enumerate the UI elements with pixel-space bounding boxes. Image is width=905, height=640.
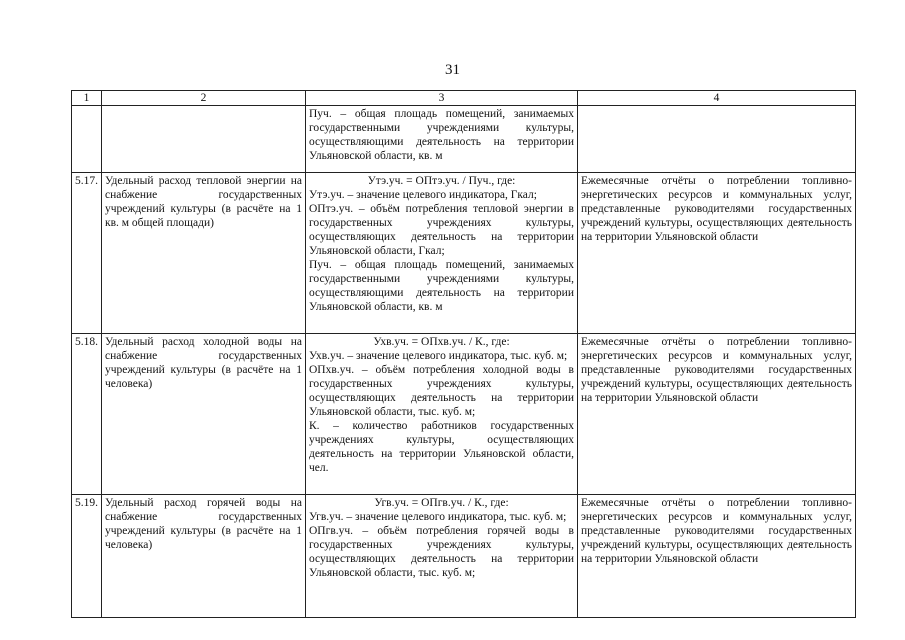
definition: Утэ.уч. – значение целевого индикатора, Гкал; xyxy=(309,189,537,201)
definition: Ухв.уч. – значение целевого индикатора, тыс. куб. м; xyxy=(309,350,568,362)
continuation-definition: Пуч. – общая площадь помещений, занимаемых государственными учреждениями культуры, осуществляющими деятельность на территории Ульяновской области, кв. м xyxy=(306,106,578,173)
definition: ОПхв.уч. – объём потребления холодной воды в государственных учреждениях культуры, осуществляющих деятельность на территории Ульяновской области, тыс. куб. м; xyxy=(309,364,574,418)
definition: Пуч. – общая площадь помещений, занимаемых государственными учреждениями культуры, осуществляющими деятельность на территории Ульяновской области, кв. м xyxy=(309,259,574,313)
header-col-1: 1 xyxy=(72,91,102,106)
header-col-4: 4 xyxy=(578,91,856,106)
row-number: 5.17. xyxy=(72,173,102,334)
indicator-name: Удельный расход горячей воды на снабжение государственных учреждений культуры (в расчёте на 1 человека) xyxy=(102,495,306,618)
header-col-3: 3 xyxy=(306,91,578,106)
data-source: Ежемесячные отчёты о потреблении топливно-энергетических ресурсов и коммунальных услуг, представленные руководителями государственных учреждений культуры, осуществляющих деятельность на территории Ульяновской области xyxy=(578,334,856,495)
cell-empty xyxy=(102,106,306,173)
header-col-2: 2 xyxy=(102,91,306,106)
definition: К. – количество работников государственных учреждениях культуры, осуществляющих деятельность на территории Ульяновской области, чел. xyxy=(309,420,574,474)
data-source: Ежемесячные отчёты о потреблении топливно-энергетических ресурсов и коммунальных услуг, представленные руководителями государственных учреждений культуры, осуществляющих деятельность на территории Ульяновской области xyxy=(578,495,856,618)
table-row-5-17 xyxy=(72,173,856,334)
cell-empty xyxy=(578,106,856,173)
page-number: 31 xyxy=(445,62,460,78)
definition: ОПгв.уч. – объём потребления горячей воды в государственных учреждениях культуры, осуществляющих деятельность на территории Ульяновской области, тыс. куб. м; xyxy=(309,525,574,579)
data-source: Ежемесячные отчёты о потреблении топливно-энергетических ресурсов и коммунальных услуг, представленные руководителями государственных учреждений культуры, осуществляющих деятельность на территории Ульяновской области xyxy=(578,173,856,334)
table-row-continuation xyxy=(72,106,856,173)
row-number: 5.19. xyxy=(72,495,102,618)
calculation-method xyxy=(306,334,578,495)
indicator-table xyxy=(71,90,856,618)
table-row-5-19 xyxy=(72,495,856,618)
calculation-method xyxy=(306,495,578,618)
row-number: 5.18. xyxy=(72,334,102,495)
calculation-method xyxy=(306,173,578,334)
table-header-row xyxy=(72,91,856,106)
formula: Утэ.уч. = ОПтэ.уч. / Пуч., где: xyxy=(367,175,516,187)
indicator-name: Удельный расход холодной воды на снабжение государственных учреждений культуры (в расчёте на 1 человека) xyxy=(102,334,306,495)
formula: Угв.уч. = ОПгв.уч. / К., где: xyxy=(374,497,509,509)
cell-empty xyxy=(72,106,102,173)
definition: Угв.уч. – значение целевого индикатора, тыс. куб. м; xyxy=(309,511,567,523)
table-row-5-18 xyxy=(72,334,856,495)
formula: Ухв.уч. = ОПхв.уч. / К., где: xyxy=(373,336,510,348)
definition: ОПтэ.уч. – объём потребления тепловой энергии в государственных учреждениях культуры, осуществляющих деятельность на территории Ульяновской области, Гкал; xyxy=(309,203,574,257)
indicator-name: Удельный расход тепловой энергии на снабжение государственных учреждений культуры (в расчёте на 1 кв. м общей площади) xyxy=(102,173,306,334)
